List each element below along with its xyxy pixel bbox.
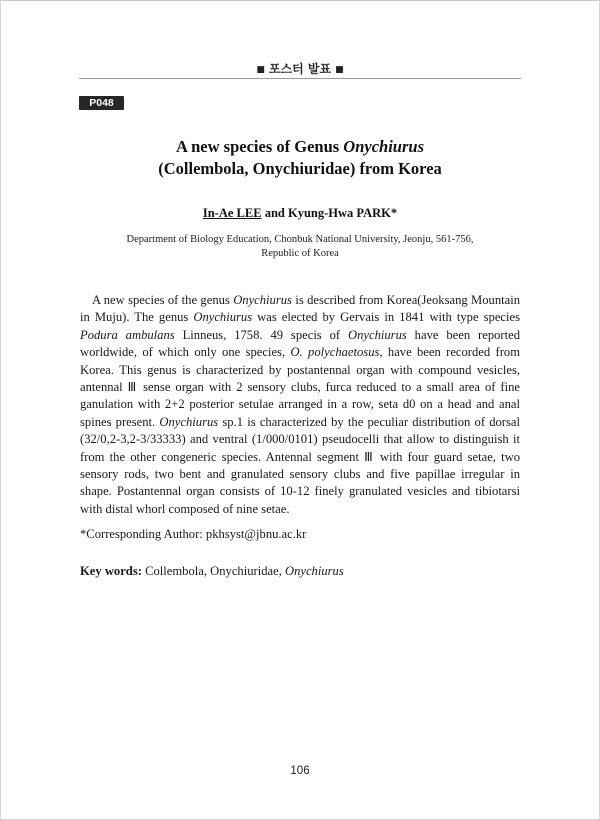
section-label: 포스터 발표 bbox=[268, 62, 332, 76]
author-connector: and bbox=[261, 206, 288, 220]
author-2: Kyung-Hwa PARK* bbox=[287, 206, 398, 220]
keywords: Key words: Collembola, Onychiuridae, Onychiurus bbox=[80, 564, 344, 578]
author-line bbox=[79, 206, 521, 221]
square-bullet-icon: ■ bbox=[335, 65, 344, 75]
page-frame-left bbox=[0, 0, 1, 820]
title-line-1: A new species of Genus Onychiurus bbox=[176, 137, 424, 156]
affiliation bbox=[90, 233, 510, 261]
page-number: 106 bbox=[290, 765, 310, 777]
author-1: In-Ae LEE bbox=[202, 206, 262, 220]
corresponding-author: *Corresponding Author: pkhsyst@jbnu.ac.kr bbox=[80, 527, 307, 541]
square-bullet-icon: ■ bbox=[256, 65, 265, 75]
title-genus: Onychiurus bbox=[343, 137, 424, 156]
affiliation-line-1: Department of Biology Education, Chonbuk National University, Jeonju, 561-756, bbox=[126, 234, 474, 245]
running-header bbox=[79, 60, 521, 77]
paper-title bbox=[79, 136, 521, 180]
header-divider bbox=[79, 78, 521, 79]
page-frame-top bbox=[0, 0, 600, 5]
affiliation-line-2: Republic of Korea bbox=[261, 248, 339, 259]
abstract-body: A new species of the genus Onychiurus is described from Korea(Jeoksang Mountain in Muju). The genus Onychiurus was elected by Gervais in 1841 with type species Podura ambulans Linneus, 1758. 49 specis of Onychiurus have been reported worldwide, of which only one species, O. polychaetosus, have been recorded from Korea. This genus is characterized by postantennal organ with compound vesicles, antennal Ⅲ sense organ with 2 sensory clubs, furca reduced to a small area of fine ganulation with 2+2 posterior setulae arranged in a row, seta d0 on a head and anal spines present. Onychiurus sp.1 is characterized by the peculiar distribution of dorsal (32/0,2-3,2-3/33333) and ventral (1/000/0101) pseudocelli that allow to distinguish it from the other congeneric species. Antennal segment Ⅲ with four guard setae, two sensory rods, two bent and granulated sensory clubs and five papillae irregular in shape. Postantennal organ consists of 10-12 finely granulated vesicles and tibiotarsi with distal whorl composed of nine setae. bbox=[80, 293, 521, 516]
title-line-2: (Collembola, Onychiuridae) from Korea bbox=[158, 159, 442, 178]
poster-id-badge: P048 bbox=[79, 96, 124, 110]
keywords-label: Key words: bbox=[80, 564, 142, 578]
